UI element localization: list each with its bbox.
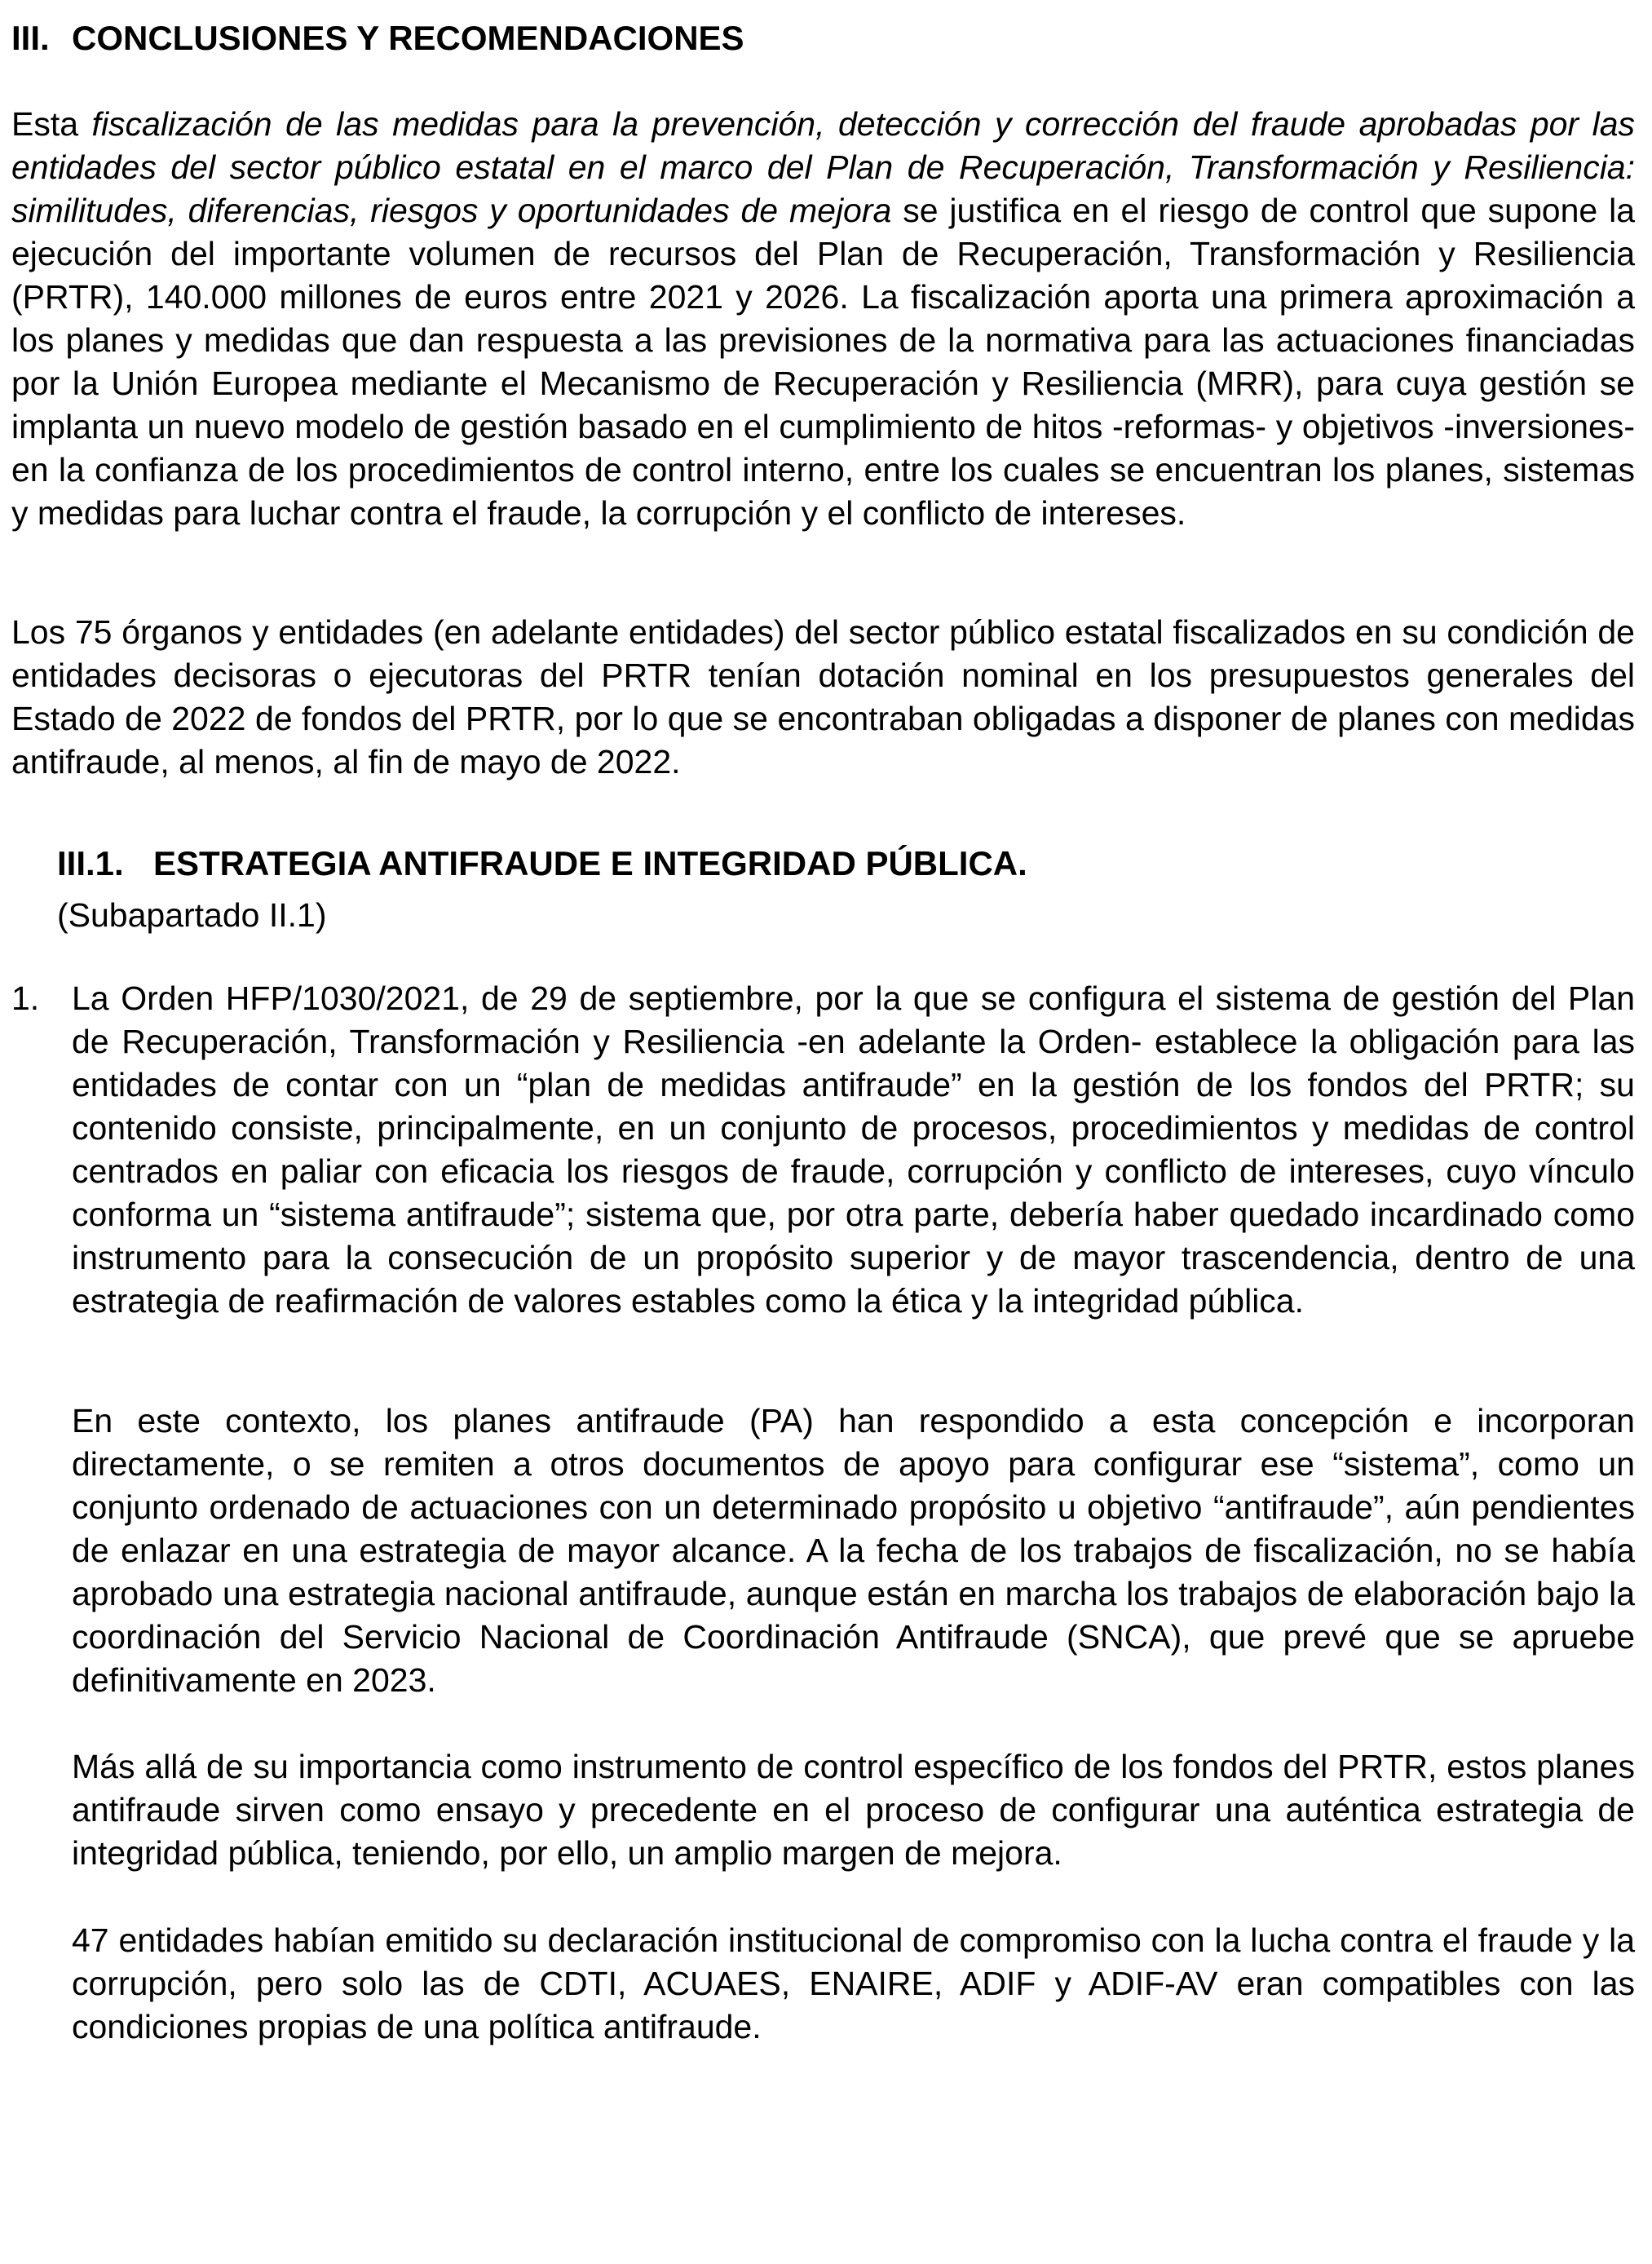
list-item-paragraph-4: 47 entidades habían emitido su declaración institucional de compromiso con la lucha contra el fraude y la corrupción, pero solo las de CDTI, ACUAES, ENAIRE, ADIF y ADIF-AV eran compatibles con las condiciones propias de una política antifraude. [72,1921,1635,2045]
subsection-number: III.1. [57,844,124,882]
subsection-title: ESTRATEGIA ANTIFRAUDE E INTEGRIDAD PÚBLICA. [153,844,1027,882]
list-item-paragraph-2: En este contexto, los planes antifraude (PA) han respondido a esta concepción e incorporan directamente, o se remiten a otros documentos de apoyo para configurar ese “sistema”, como un conjunto ordenado de actuaciones con un determinado propósito u objetivo “antifraude”, aún pendientes de enlazar en una estrategia de mayor alcance. A la fecha de los trabajos de fiscalización, no se había aprobado una estrategia nacional antifraude, aunque están en marcha los trabajos de elaboración bajo la coordinación del Servicio Nacional de Coordinación Antifraude (SNCA), que prevé que se apruebe definitivamente en 2023. [72,1402,1635,1699]
intro-italic-title: fiscalización de las medidas para la prevención, detección y corrección del fraude aprobadas por las entidades del sector público estatal en el marco del Plan de Recuperación, Transformación y Resiliencia: similitudes, diferencias, riesgos y oportunidades de mejora [11,105,1635,229]
intro-rest: se justifica en el riesgo de control que supone la ejecución del importante volumen de recursos del Plan de Recuperación, Transformación y Resiliencia (PRTR), 140.000 millones de euros entre 2021 y 2026. La fiscalización aporta una primera aproximación a los planes y medidas que dan respuesta a las previsiones de la normativa para las actuaciones financiadas por la Unión Europea mediante el Mecanismo de Recuperación y Resiliencia (MRR), para cuya gestión se implanta un nuevo modelo de gestión basado en el cumplimiento de hitos -reformas- y objetivos -inversiones- en la confianza de los procedimientos de control interno, entre los cuales se encuentran los planes, sistemas y medidas para luchar contra el fraude, la corrupción y el conflicto de intereses. [11,192,1635,532]
subsection-reference: (Subapartado II.1) [57,896,327,934]
intro-paragraph [11,103,1635,535]
section-title: CONCLUSIONES Y RECOMENDACIONES [72,19,744,57]
list-item-paragraph-3: Más allá de su importancia como instrumento de control específico de los fondos del PRTR, estos planes antifraude sirven como ensayo y precedente en el proceso de configurar una auténtica estrategia de integridad pública, teniendo, por ello, un amplio margen de mejora. [72,1748,1635,1872]
entities-paragraph: Los 75 órganos y entidades (en adelante entidades) del sector público estatal fiscalizados en su condición de entidades decisoras o ejecutoras del PRTR tenían dotación nominal en los presupuestos generales del Estado de 2022 de fondos del PRTR, por lo que se encontraban obligadas a disponer de planes con medidas antifraude, al menos, al fin de mayo de 2022. [11,613,1635,780]
subsection-heading [57,842,1606,885]
section-number: III. [11,19,50,57]
list-item-paragraph-1: La Orden HFP/1030/2021, de 29 de septiembre, por la que se configura el sistema de gestión del Plan de Recuperación, Transformación y Resiliencia -en adelante la Orden- establece la obligación para las entidades de contar con un “plan de medidas antifraude” en la gestión de los fondos del PRTR; su contenido consiste, principalmente, en un conjunto de procesos, procedimientos y medidas de control centrados en paliar con eficacia los riesgos de fraude, corrupción y conflicto de intereses, cuyo vínculo conforma un “sistema antifraude”; sistema que, por otra parte, debería haber quedado incardinado como instrumento para la consecución de un propósito superior y de mayor trascendencia, dentro de una estrategia de reafirmación de valores estables como la ética y la integridad pública. [72,979,1635,1320]
list-item-number: 1. [11,979,40,1017]
intro-lead: Esta [11,105,92,143]
section-heading [11,16,1634,60]
